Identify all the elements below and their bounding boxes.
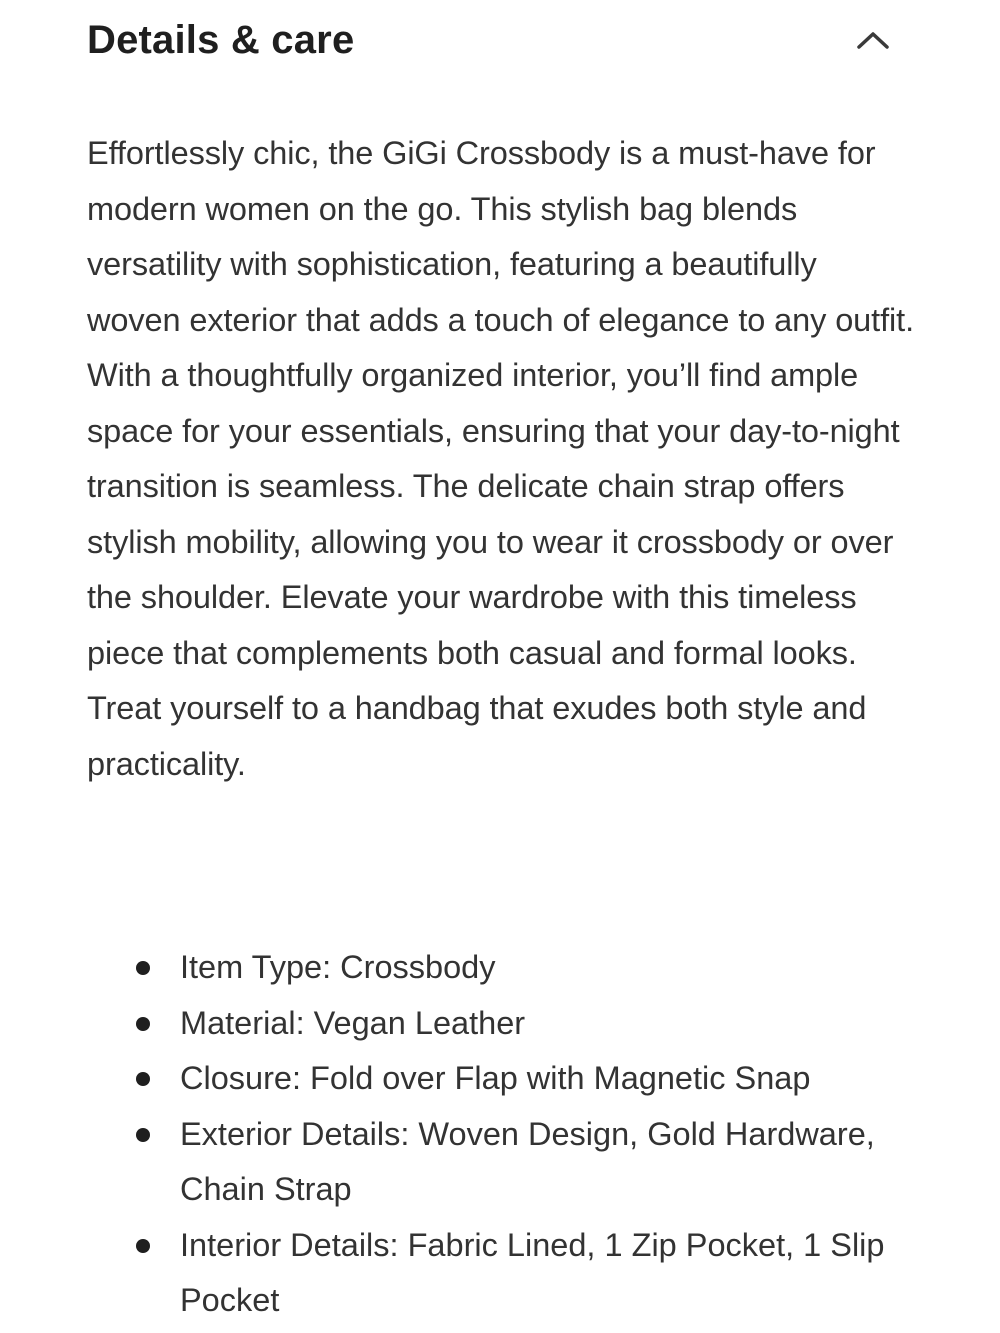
spec-text: Exterior Details: Woven Design, Gold Hardware, Chain Strap (180, 1115, 875, 1207)
bullet-icon (136, 961, 150, 975)
details-care-accordion-header[interactable] (87, 10, 897, 70)
list-item (132, 1107, 892, 1218)
chevron-up-icon[interactable] (853, 20, 893, 60)
spec-text: Item Type: Crossbody (180, 949, 496, 985)
spec-text: Material: Vegan Leather (180, 1004, 526, 1041)
section-title: Details & care (87, 17, 355, 62)
list-item (132, 1051, 892, 1107)
bullet-icon (136, 1128, 150, 1142)
spec-text: Interior Details: Fabric Lined, 1 Zip Pocket, 1 Slip Pocket (180, 1226, 885, 1318)
chevron-up-icon-graphic (856, 30, 890, 50)
bullet-icon (136, 1017, 150, 1031)
product-description: Effortlessly chic, the GiGi Crossbody is a must-have for modern women on the go. This stylish bag blends versatility with sophistication, featuring a beautifully woven exterior that adds a touch of elegance to any outfit. With a thoughtfully organized interior, you’ll find ample space for your essentials, ensuring that your day-to-night transition is seamless. The delicate chain strap offers stylish mobility, allowing you to wear it crossbody or over the shoulder. Elevate your wardrobe with this timeless piece that complements both casual and formal looks. Treat yourself to a handbag that exudes both style and practicality. (87, 135, 914, 782)
product-specs-list (132, 940, 892, 1329)
bullet-icon (136, 1072, 150, 1086)
list-item (132, 940, 892, 996)
bullet-icon (136, 1239, 150, 1253)
list-item (132, 996, 892, 1052)
list-item (132, 1218, 892, 1329)
spec-text: Closure: Fold over Flap with Magnetic Snap (180, 1060, 811, 1096)
